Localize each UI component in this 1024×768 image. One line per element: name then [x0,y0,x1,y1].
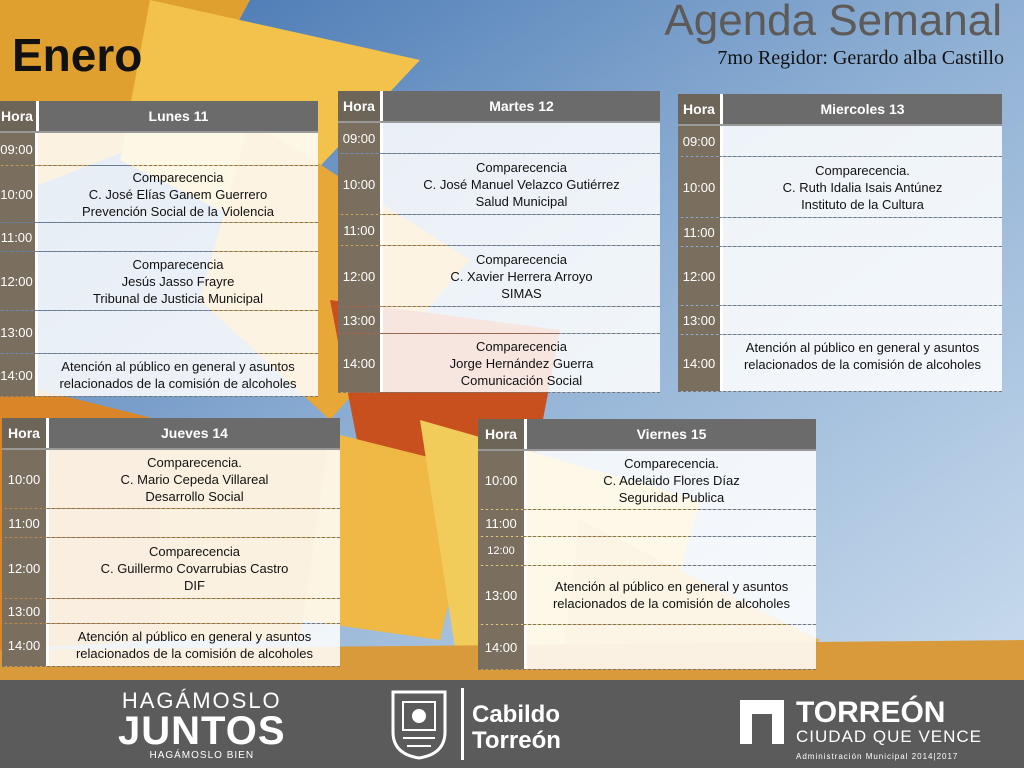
event-cell: Atención al público en general y asuntos relacionados de la comisión de alcoholes [49,624,340,666]
hagamoslo-juntos-logo: HAGÁMOSLO JUNTOS HAGÁMOSLO BIEN [118,688,286,761]
event-cell: Comparecencia. C. Adelaido Flores Díaz Seguridad Publica [527,451,816,509]
schedule-jueves [2,418,340,667]
time-cell: 10:00 [478,451,527,509]
event-cell: Comparecencia C. José Manuel Velazco Gutiérrez Salud Municipal [383,154,660,214]
cabildo-torreon-label: Cabildo Torreón [472,701,561,754]
hour-header: Hora [678,94,720,124]
footer-divider [461,688,464,760]
time-cell: 13:00 [678,306,723,334]
schedule-miercoles [678,94,1002,392]
time-cell: 14:00 [0,354,38,396]
time-cell: 12:00 [0,252,38,310]
event-cell [723,247,1002,305]
event-cell [38,223,318,251]
event-cell [38,133,318,165]
time-cell: 10:00 [678,157,723,217]
page-title: Agenda Semanal [664,0,1002,45]
event-cell: Comparecencia C. Xavier Herrera Arroyo SIMAS [383,246,660,306]
day-header: Martes 12 [380,91,660,121]
time-cell: 13:00 [2,599,49,623]
time-cell: 10:00 [338,154,383,214]
event-cell: Comparecencia Jesús Jasso Frayre Tribunal de Justicia Municipal [38,252,318,310]
event-cell [49,509,340,537]
torreon-ciudad-logo: TORREÓN CIUDAD QUE VENCE Administración Municipal 2014|2017 [796,696,983,761]
hour-header: Hora [2,418,46,448]
time-cell: 11:00 [0,223,38,251]
schedule-lunes [0,101,318,397]
torreon-coat-of-arms-icon [389,688,449,760]
month-title: Enero [12,29,143,81]
time-cell: 11:00 [678,218,723,246]
time-cell: 12:00 [338,246,383,306]
footer-bar [0,680,1024,768]
time-cell: 13:00 [338,307,383,333]
day-header: Lunes 11 [36,101,318,131]
time-cell: 13:00 [478,566,527,624]
time-cell: 14:00 [678,335,723,391]
time-cell: 12:00 [2,538,49,598]
time-cell: 10:00 [0,166,38,222]
time-cell: 12:00 [478,537,527,565]
time-cell: 09:00 [0,133,38,165]
event-cell [723,218,1002,246]
time-cell: 12:00 [678,247,723,305]
event-cell: Comparecencia Jorge Hernández Guerra Comunicación Social [383,334,660,392]
event-cell [383,123,660,153]
event-cell [723,126,1002,156]
day-header: Miercoles 13 [720,94,1002,124]
time-cell: 13:00 [0,311,38,353]
time-cell: 09:00 [678,126,723,156]
event-cell [38,311,318,353]
event-cell [527,625,816,669]
torreon-t-icon [738,698,786,746]
time-cell: 11:00 [478,510,527,536]
event-cell [49,599,340,623]
event-cell [723,306,1002,334]
event-cell [527,537,816,565]
schedule-martes [338,91,660,393]
time-cell: 09:00 [338,123,383,153]
event-cell [383,215,660,245]
time-cell: 11:00 [2,509,49,537]
time-cell: 10:00 [2,450,49,508]
event-cell: Comparecencia C. José Elías Ganem Guerrero Prevención Social de la Violencia [38,166,318,222]
event-cell [383,307,660,333]
schedule-viernes [478,419,816,670]
hour-header: Hora [338,91,380,121]
event-cell: Atención al público en general y asuntos relacionados de la comisión de alcoholes [723,335,1002,391]
time-cell: 14:00 [2,624,49,666]
hour-header: Hora [0,101,36,131]
page-subtitle: 7mo Regidor: Gerardo alba Castillo [717,47,1004,69]
time-cell: 14:00 [338,334,383,392]
day-header: Viernes 15 [524,419,816,449]
event-cell: Comparecencia C. Guillermo Covarrubias Castro DIF [49,538,340,598]
time-cell: 14:00 [478,625,527,669]
event-cell: Atención al público en general y asuntos relacionados de la comisión de alcoholes [38,354,318,396]
day-header: Jueves 14 [46,418,340,448]
time-cell: 11:00 [338,215,383,245]
event-cell: Comparecencia. C. Mario Cepeda Villareal Desarrollo Social [49,450,340,508]
event-cell [527,510,816,536]
hour-header: Hora [478,419,524,449]
event-cell: Atención al público en general y asuntos relacionados de la comisión de alcoholes [527,566,816,624]
event-cell: Comparecencia. C. Ruth Idalia Isais Antúnez Instituto de la Cultura [723,157,1002,217]
